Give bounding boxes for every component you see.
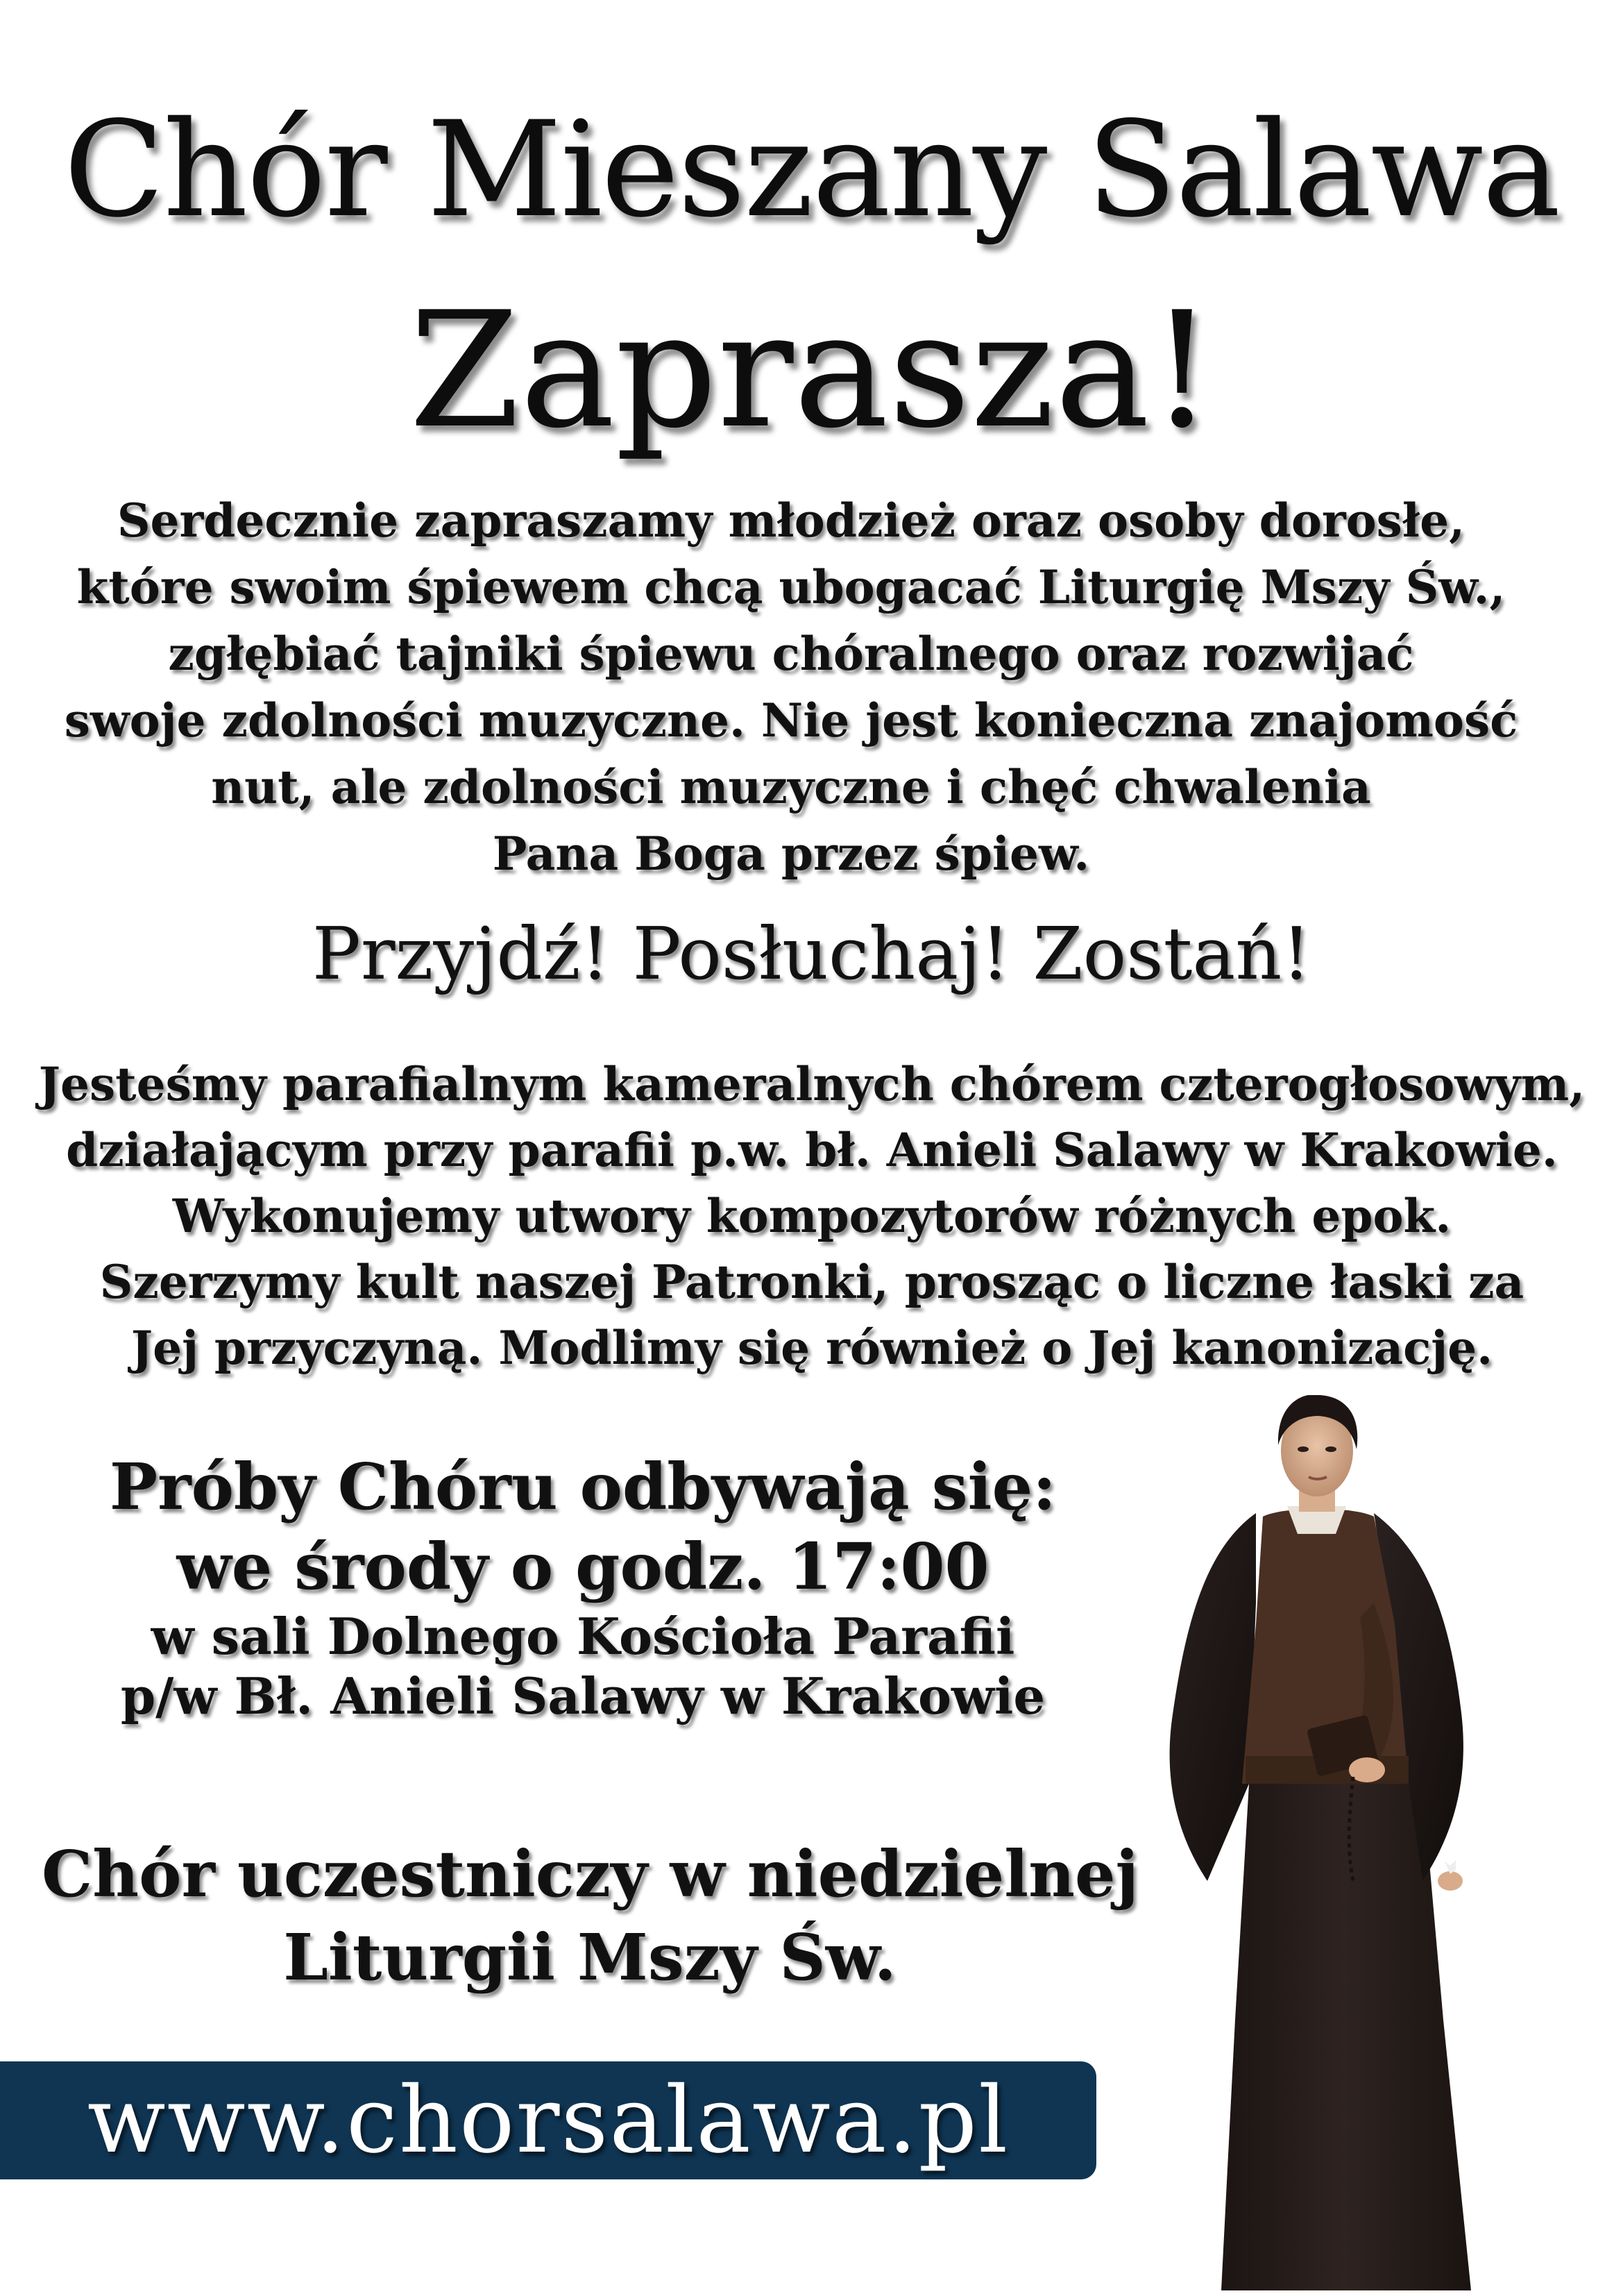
rehearsal-info (97, 1447, 1069, 1726)
liturgy-info (42, 1832, 1138, 1999)
portrait-eye-left (1298, 1446, 1309, 1452)
about-line: Wykonujemy utwory kompozytorów różnych epok. (172, 1189, 1452, 1243)
website-link[interactable]: www.chorsalawa.pl (87, 2067, 1010, 2174)
motto-heading: Przyjdź! Posłuchaj! Zostań! (312, 911, 1311, 996)
intro-line: Serdecznie zapraszamy młodzież oraz osoby dorosłe, (117, 493, 1465, 548)
rehearsal-place-line-1: w sali Dolnego Kościoła Parafii (151, 1607, 1015, 1666)
about-paragraph (28, 1052, 1596, 1381)
portrait-hand-left (1438, 1871, 1463, 1891)
liturgy-line: Liturgii Mszy Św. (283, 1920, 897, 1995)
about-line: Jesteśmy parafialnym kameralnych chórem czterogłosowym, (38, 1057, 1586, 1111)
rehearsal-time: we środy o godz. 17:00 (176, 1529, 989, 1604)
intro-paragraph (42, 487, 1540, 887)
about-line: Jej przyczyną. Modlimy się również o Jej kanonizację. (130, 1321, 1493, 1375)
intro-line: zgłębiać tajniki śpiewu chóralnego oraz rozwijać (168, 627, 1414, 681)
intro-line: które swoim śpiewem chcą ubogacać Liturgię Mszy Św., (76, 560, 1506, 614)
about-line: Szerzymy kult naszej Patronki, prosząc o liczne łaski za (99, 1255, 1524, 1309)
title-line-1: Chór Mieszany Salawa (63, 93, 1560, 246)
portrait-eye-right (1325, 1446, 1336, 1452)
intro-line: Pana Boga przez śpiew. (492, 827, 1090, 881)
intro-line: swoje zdolności muzyczne. Nie jest konieczna znajomość (64, 693, 1518, 748)
intro-line: nut, ale zdolności muzyczne i chęć chwalenia (211, 760, 1371, 814)
rehearsal-heading: Próby Chóru odbywają się: (109, 1449, 1057, 1524)
about-line: działającym przy parafii p.w. bł. Anieli Salawy w Krakowie. (66, 1123, 1558, 1177)
liturgy-line: Chór uczestniczy w niedzielnej (42, 1837, 1139, 1911)
portrait-illustration (1145, 1395, 1506, 2290)
portrait-shawl (1170, 1513, 1256, 1881)
title-line-2: Zaprasza! (409, 278, 1214, 464)
rehearsal-place-line-2: p/w Bł. Anieli Salawy w Krakowie (120, 1666, 1046, 1725)
